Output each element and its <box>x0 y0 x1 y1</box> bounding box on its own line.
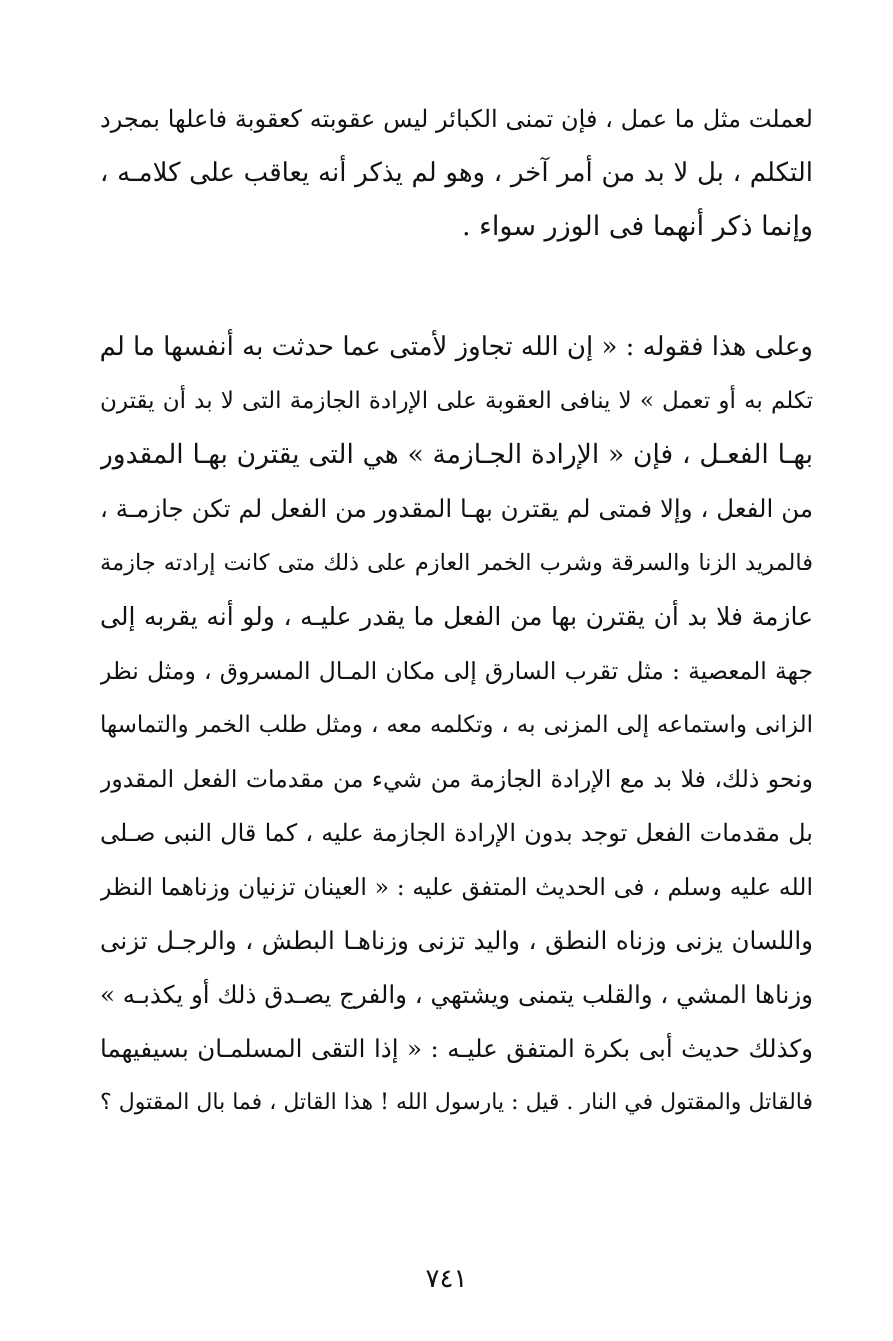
text-line: وإنما ذكر أنهما فى الوزر سواء . <box>462 211 813 242</box>
text-line: وزناها المشي ، والقلب يتمنى ويشتهي ، والفرج يصـدق ذلك أو يكذبـه » <box>100 980 813 1009</box>
text-line: واللسان يزنى وزناه النطق ، واليد تزنى وزناهـا البطش ، والرجـل تزنى <box>100 926 813 955</box>
text-line: ونحو ذلك، فلا بد مع الإرادة الجازمة من شيء من مقدمات الفعل المقدور <box>100 765 813 793</box>
page-number: ٧٤١ <box>425 1264 468 1294</box>
text-line: تكلم به أو تعمل » لا ينافى العقوبة على الإرادة الجازمة التى لا بد أن يقترن <box>100 388 813 414</box>
text-line: الزانى واستماعه إلى المزنى به ، وتكلمه معه ، ومثل طلب الخمر والتماسها <box>100 712 813 738</box>
text-line: جهة المعصية : مثل تقرب السارق إلى مكان المـال المسروق ، ومثل نظر <box>100 657 813 685</box>
text-line: الله عليه وسلم ، فى الحديث المتفق عليه : « العينان تزنيان وزناهما النظر <box>100 873 813 901</box>
text-line: التكلم ، بل لا بد من أمر آخر ، وهو لم يذكر أنه يعاقب على كلامـه ، <box>100 158 813 188</box>
text-line: لعملت مثل ما عمل ، فإن تمنى الكبائر ليس عقوبته كعقوبة فاعلها بمجرد <box>100 105 813 133</box>
text-line: عازمة فلا بد أن يقترن بها من الفعل ما يقدر عليـه ، ولو أنه يقربه إلى <box>100 602 813 631</box>
paragraph-2 <box>100 320 813 1130</box>
text-line: وعلى هذا فقوله : « إن الله تجاوز لأمتى عما حدثت به أنفسها ما لم <box>100 332 813 362</box>
text-line: وكذلك حديث أبى بكرة المتفق عليـه : « إذا التقى المسلمـان بسيفيهما <box>100 1034 813 1063</box>
text-line: من الفعل ، وإلا فمتى لم يقترن بهـا المقدور من الفعل لم تكن جازمـة ، <box>100 494 813 523</box>
text-line: بل مقدمات الفعل توجد بدون الإرادة الجازمة عليه ، كما قال النبى صـلى <box>100 819 813 847</box>
text-line: فالقاتل والمقتول في النار . قيل : يارسول الله ! هذا القاتل ، فما بال المقتول ؟ <box>100 1090 813 1115</box>
text-line: بهـا الفعـل ، فإن « الإرادة الجـازمة » هي التى يقترن بهـا المقدور <box>100 439 813 470</box>
text-line: فالمريد الزنا والسرقة وشرب الخمر العازم على ذلك متى كانت إرادته جازمة <box>100 550 813 576</box>
paragraph-1 <box>100 92 813 254</box>
